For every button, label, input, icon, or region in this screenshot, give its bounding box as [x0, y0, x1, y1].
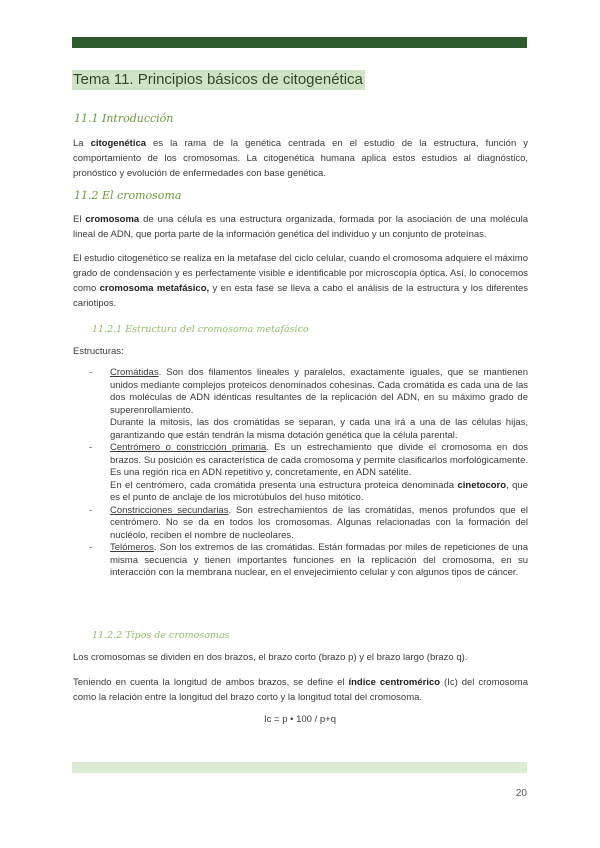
term-telomeros: Telómeros: [110, 542, 154, 553]
list-item-telomeros: - Telómeros. Son los extremos de las cromátidas. Están formadas por miles de repeticiones de una misma secuencia y tienen importantes funciones en la replicación del cromosoma, en su interacción con la membrana nuclear, en el envejecimiento celular y con algunos tipos de cáncer.: [89, 542, 528, 578]
list-item-constricciones: - Constricciones secundarias. Son estrechamientos de las cromátidas, menos profundos que el centrómero. No se da en todos los cromosomas. Algunas relacionadas con la formación del nucléolo, reciben el nombre de nucleolares.: [89, 504, 528, 541]
centromeric-index-formula: Ic = p • 100 / p+q: [264, 714, 336, 725]
subsection-heading-estructura: 11.2.1 Estructura del cromosoma metafásico: [92, 324, 309, 335]
term-cromatidas: Cromátidas: [110, 367, 159, 378]
term-centromero: Centrómero o constricción primaria: [110, 442, 267, 453]
term-constricciones-secundarias: Constricciones secundarias: [110, 504, 229, 516]
structures-list: [73, 367, 528, 580]
page-title: Tema 11. Principios básicos de citogenética: [73, 71, 363, 88]
chromosome-paragraph-1: El cromosoma de una célula es una estructura organizada, formada por la asociación de una molécula lineal de ADN, que porta parte de la información genética del individuo y un conjunto de proteínas.: [73, 214, 528, 240]
term-cromosoma-metafasico: cromosoma metafásico,: [99, 283, 210, 294]
subsection-heading-tipos: 11.2.2 Tipos de cromosomas: [92, 630, 230, 641]
footer-bar: [72, 762, 527, 773]
list-item-centromero: - Centrómero o constricción primaria. Es un estrechamiento que divide el cromosoma en dos brazos. Su posición es característica de cada cromosoma y permite clasificarlos morfológicamente. Es una región rica en ADN repetitivo y, concretamente, en ADN satélite. En el centrómero, cada cromátida presenta una estructura proteica denominada cinetocoro, que es el punto de anclaje de los microtúbulos del huso mitótico.: [89, 442, 528, 503]
list-item-cromatidas: - Cromátidas. Son dos filamentos lineales y paralelos, exactamente iguales, que se mantienen unidos mediante complejos proteicos denominados cohesinas. Cada cromátida es cada una de las dos moléculas de ADN idénticas resultantes de la replicación del ADN, en su máximo grado de superenrollamiento. Durante la mitosis, las dos cromátidas se separan, y cada una irá a una de las células hijas, garantizando que están tendrán la misma dotación genética que la célula parental.: [89, 367, 528, 441]
page-number: 20: [515, 788, 527, 799]
term-cinetocoro: cinetocoro: [457, 479, 507, 491]
intro-paragraph: La citogenética es la rama de la genética centrada en el estudio de la estructura, función y comportamiento de los cromosomas. La citogenética humana aplica estos estudios al diagnóstico, pronóstico y evolución de enfermedades con base genética.: [73, 138, 528, 179]
term-citogenetica: citogenética: [90, 138, 147, 149]
types-paragraph-1: Los cromosomas se dividen en dos brazos, el brazo corto (brazo p) y el brazo largo (brazo q).: [73, 652, 468, 663]
structures-intro: Estructuras:: [73, 346, 124, 357]
term-cromosoma: cromosoma: [85, 214, 140, 225]
header-bar: [72, 37, 527, 48]
types-paragraph-2: Teniendo en cuenta la longitud de ambos brazos, se define el índice centromérico (Ic) del cromosoma como la relación entre la longitud del brazo corto y la longitud total del cromosoma.: [73, 677, 529, 703]
section-heading-cromosoma: 11.2 El cromosoma: [74, 189, 182, 202]
section-heading-introduccion: 11.1 Introducción: [74, 112, 174, 125]
chromosome-paragraph-2: El estudio citogenético se realiza en la metafase del ciclo celular, cuando el cromosoma adquiere el máximo grado de condensación y es perfectamente visible e identificable por microscopía óptica. Así, lo conocemos como cromosoma metafásico, y en esta fase se lleva a cabo el análisis de la estructura y los diferentes cariotipos.: [73, 253, 528, 309]
term-indice-centromerico: índice centromérico: [348, 677, 441, 688]
